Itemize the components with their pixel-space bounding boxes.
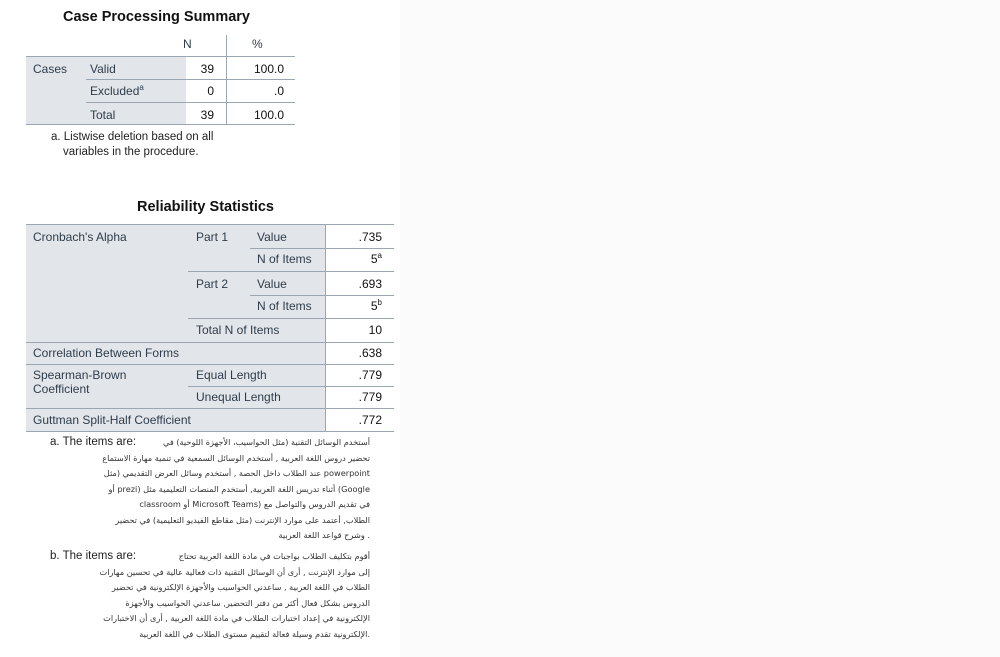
footnote-line: الإلكترونية تقدم وسيلة فعالة لتقييم مستوى الطلاب في اللغة العربية. xyxy=(139,628,370,639)
case-row-pct: .0 xyxy=(273,84,284,98)
guttman-label: Guttman Split-Half Coefficient xyxy=(33,413,191,427)
footnote-line: الإلكترونية في إعداد اختبارات الطلاب في مادة اللغة العربية , أرى أن الاختبارات xyxy=(103,613,370,623)
correlation-label: Correlation Between Forms xyxy=(33,346,180,360)
reliability-title: Reliability Statistics xyxy=(137,199,274,215)
part2-n-items: 5$^b$ xyxy=(370,298,382,313)
cronbach-label: Cronbach's Alpha xyxy=(33,230,127,244)
part2-n-items-label: N of Items xyxy=(257,299,312,313)
rule xyxy=(226,35,227,125)
reliability-footnote-a xyxy=(62,435,370,544)
part1-n-items-label: N of Items xyxy=(257,252,312,266)
case-footnote: a. Listwise deletion based on all xyxy=(51,131,214,143)
rule xyxy=(86,79,295,80)
rule xyxy=(26,56,295,57)
part1-value-label: Value xyxy=(257,230,287,244)
footnote-line: الدروس بشكل فعال أكثر من دفتر التحضير, ساعدني الحواسيب والأجهزة xyxy=(125,597,370,608)
part1-value: .735 xyxy=(358,230,382,244)
case-summary-title: Case Processing Summary xyxy=(63,9,250,25)
reliability-footnote-b-prefix: b. The items are: xyxy=(50,550,137,562)
case-row-pct: 100.0 xyxy=(253,62,284,76)
col-header-pct: % xyxy=(252,37,263,51)
footnote-line: الطلاب في اللغة العربية , ساعدني الحواسيب والأجهزة الإلكترونية في تحضير xyxy=(111,582,370,592)
total-n-items: 10 xyxy=(368,323,382,337)
reliability-footnote-a-prefix: a. The items are: xyxy=(50,436,137,448)
rule xyxy=(188,386,394,387)
footnote-line: إلى موارد الإنترنت , أرى أن الوسائل التقنية ذات فعالية عالية في تحسين مهارات xyxy=(99,566,370,577)
part1-n-items: 5$^a$ xyxy=(370,251,382,266)
rule xyxy=(250,248,394,249)
footnote-line: classroom أو Microsoft Teams) في تقديم الدروس والتواصل مع xyxy=(139,499,370,509)
spearman-brown-label: Spearman-Brown xyxy=(33,368,127,382)
part2-value: .693 xyxy=(358,277,382,291)
rule xyxy=(26,431,394,432)
background-panel xyxy=(400,0,1000,657)
cases-label: Cases xyxy=(33,62,68,76)
col-header-n: N xyxy=(183,37,192,51)
part1-label: Part 1 xyxy=(196,230,229,244)
equal-length-value: .779 xyxy=(358,368,382,382)
rule xyxy=(250,295,394,296)
footnote-marker: a xyxy=(139,83,144,92)
part2-value-label: Value xyxy=(257,277,287,291)
equal-length-label: Equal Length xyxy=(196,368,267,382)
case-row-n: 0 xyxy=(207,84,214,98)
case-row-pct: 100.0 xyxy=(253,108,284,122)
case-row-n: 39 xyxy=(200,108,214,122)
case-row-n: 39 xyxy=(200,62,214,76)
case-row-label: Excluded$^a$ xyxy=(90,83,144,98)
footnote-line: وشرح قواعد اللغة العربية . xyxy=(278,530,370,540)
footnote-marker: a xyxy=(377,251,382,260)
rule xyxy=(188,318,394,319)
footnote-line: عند الطلاب داخل الحصة , أستخدم وسائل العرض التقديمي (مثل powerpoint xyxy=(103,468,370,478)
case-row-label: Valid xyxy=(90,62,116,76)
rule xyxy=(26,342,394,343)
case-footnote: variables in the procedure. xyxy=(63,146,199,158)
footnote-line: الطلاب, أعتمد على موارد الإنترنت (مثل مقاطع الفيديو التعليمية) في تحضير xyxy=(115,514,370,525)
rule xyxy=(26,224,394,225)
case-row-label: Total xyxy=(90,108,116,122)
footnote-line: أستخدم الوسائل التقنية (مثل الحواسيب، الأجهزة اللوحية) في xyxy=(163,437,370,447)
rule xyxy=(325,224,326,431)
unequal-length-label: Unequal Length xyxy=(196,390,281,404)
rule xyxy=(188,271,394,272)
correlation-value: .638 xyxy=(358,346,382,360)
total-n-items-label: Total N of Items xyxy=(196,323,280,337)
footnote-line: أقوم بتكليف الطلاب بواجبات في مادة اللغة العربية تحتاج xyxy=(178,551,370,561)
footnote-marker: b xyxy=(377,298,382,307)
part2-label: Part 2 xyxy=(196,277,229,291)
reliability-footnote-b xyxy=(62,549,370,642)
unequal-length-value: .779 xyxy=(358,390,382,404)
rule xyxy=(26,408,394,409)
rule xyxy=(26,364,394,365)
rule xyxy=(26,124,295,125)
footnote-line: أو prezi) أثناء تدريس اللغة العربية, أستخدم المنصات التعليمية مثل (Google xyxy=(108,483,370,494)
guttman-value: .772 xyxy=(358,413,382,427)
spearman-brown-label-2: Coefficient xyxy=(33,382,90,396)
footnote-line: تحضير دروس اللغة العربية , أستخدم الوسائل السمعية في تنمية مهارة الاستماع xyxy=(102,452,370,463)
rule xyxy=(86,102,295,103)
